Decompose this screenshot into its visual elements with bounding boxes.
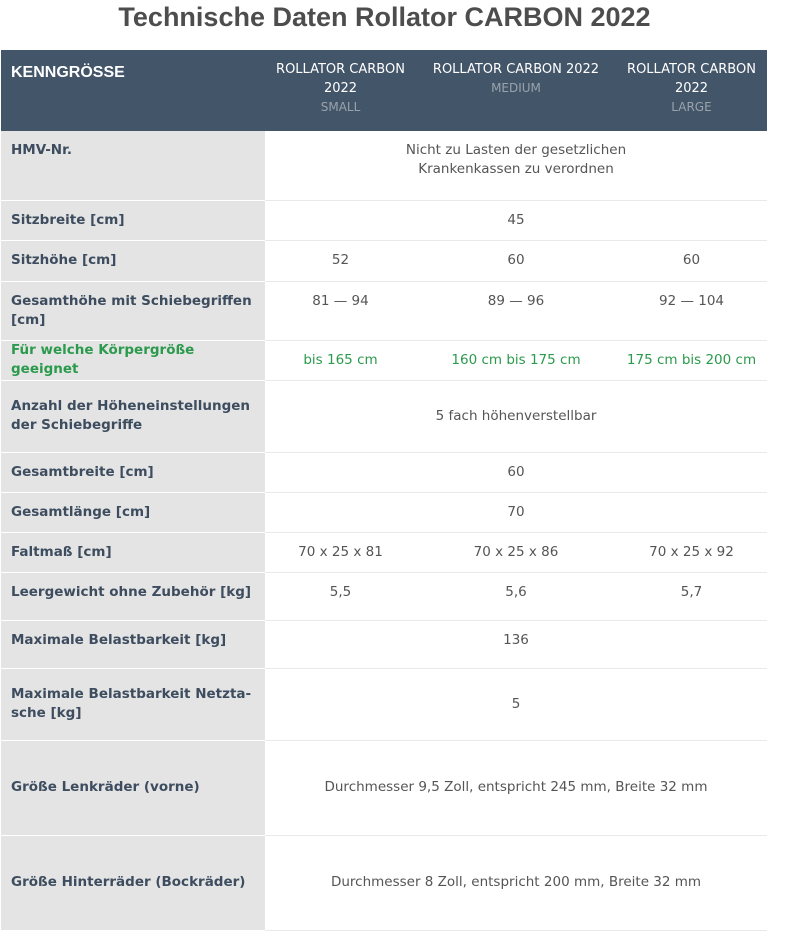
header-small-name: ROLLATOR CARBON 2022	[276, 62, 405, 96]
row-label: Anzahl der Höheneinstellungen der Schiebegriffe	[1, 380, 265, 452]
row-value-large: 5,7	[616, 572, 767, 620]
row-value: Nicht zu Lasten der gesetzlichen Krankenkassen zu verordnen	[265, 131, 767, 200]
row-value: 60	[265, 452, 767, 492]
header-medium-size: MEDIUM	[491, 81, 541, 95]
row-label: Faltmaß [cm]	[1, 532, 265, 572]
row-label: Sitzhöhe [cm]	[1, 240, 265, 281]
header-medium-name: ROLLATOR CARBON 2022	[432, 62, 600, 77]
header-medium	[416, 50, 616, 131]
header-large	[616, 50, 767, 131]
row-value-large: 175 cm bis 200 cm	[616, 340, 767, 380]
row-value-medium: 160 cm bis 175 cm	[416, 340, 616, 380]
row-value-medium: 5,6	[416, 572, 616, 620]
row-label: Gesamtbreite [cm]	[1, 452, 265, 492]
table-row	[1, 281, 767, 340]
row-value-medium: 89 — 96	[416, 281, 616, 340]
row-value-large: 92 — 104	[616, 281, 767, 340]
header-large-name: ROLLATOR CARBON 2022	[627, 62, 756, 96]
row-value-medium: 60	[416, 240, 616, 281]
row-label: Maximale Belastbarkeit [kg]	[1, 620, 265, 668]
row-label: Für welche Körpergröße geeignet	[1, 340, 265, 380]
row-label: Gesamthöhe mit Schiebegriffen [cm]	[1, 281, 265, 340]
row-value-large: 70 x 25 x 92	[616, 532, 767, 572]
row-value-medium: 70 x 25 x 86	[416, 532, 616, 572]
table-row	[1, 620, 767, 668]
row-value-small: 5,5	[265, 572, 416, 620]
table-row	[1, 572, 767, 620]
row-label: Maximale Belastbarkeit Netzta-sche [kg]	[1, 668, 265, 740]
row-value: 5 fach höhenverstellbar	[265, 380, 767, 452]
row-value: 136	[265, 620, 767, 668]
row-value-small: 81 — 94	[265, 281, 416, 340]
table-row	[1, 452, 767, 492]
table-row	[1, 131, 767, 200]
row-value: 70	[265, 492, 767, 532]
table-row	[1, 200, 767, 240]
row-value-small: 70 x 25 x 81	[265, 532, 416, 572]
row-value: 5	[265, 668, 767, 740]
row-label: HMV-Nr.	[1, 131, 265, 200]
spec-table	[1, 50, 767, 931]
row-value-large: 60	[616, 240, 767, 281]
row-value: Durchmesser 9,5 Zoll, entspricht 245 mm, Breite 32 mm	[265, 740, 767, 835]
row-label: Leergewicht ohne Zubehör [kg]	[1, 572, 265, 620]
table-row	[1, 740, 767, 835]
row-value-small: bis 165 cm	[265, 340, 416, 380]
header-small	[265, 50, 416, 131]
row-label: Größe Hinterräder (Bockräder)	[1, 835, 265, 930]
row-value: Durchmesser 8 Zoll, entspricht 200 mm, Breite 32 mm	[265, 835, 767, 930]
table-row	[1, 668, 767, 740]
row-label: Größe Lenkräder (vorne)	[1, 740, 265, 835]
row-value-small: 52	[265, 240, 416, 281]
table-row	[1, 240, 767, 281]
page-title: Technische Daten Rollator CARBON 2022	[118, 2, 651, 32]
table-row	[1, 340, 767, 380]
table-row	[1, 492, 767, 532]
header-large-size: LARGE	[671, 100, 712, 114]
row-value: 45	[265, 200, 767, 240]
row-label: Gesamtlänge [cm]	[1, 492, 265, 532]
row-label: Sitzbreite [cm]	[1, 200, 265, 240]
table-row	[1, 532, 767, 572]
table-row	[1, 380, 767, 452]
table-header-row	[1, 50, 767, 131]
table-row	[1, 835, 767, 930]
header-small-size: SMALL	[320, 100, 361, 114]
header-kenngroesse: KENNGRÖSSE	[1, 50, 265, 131]
